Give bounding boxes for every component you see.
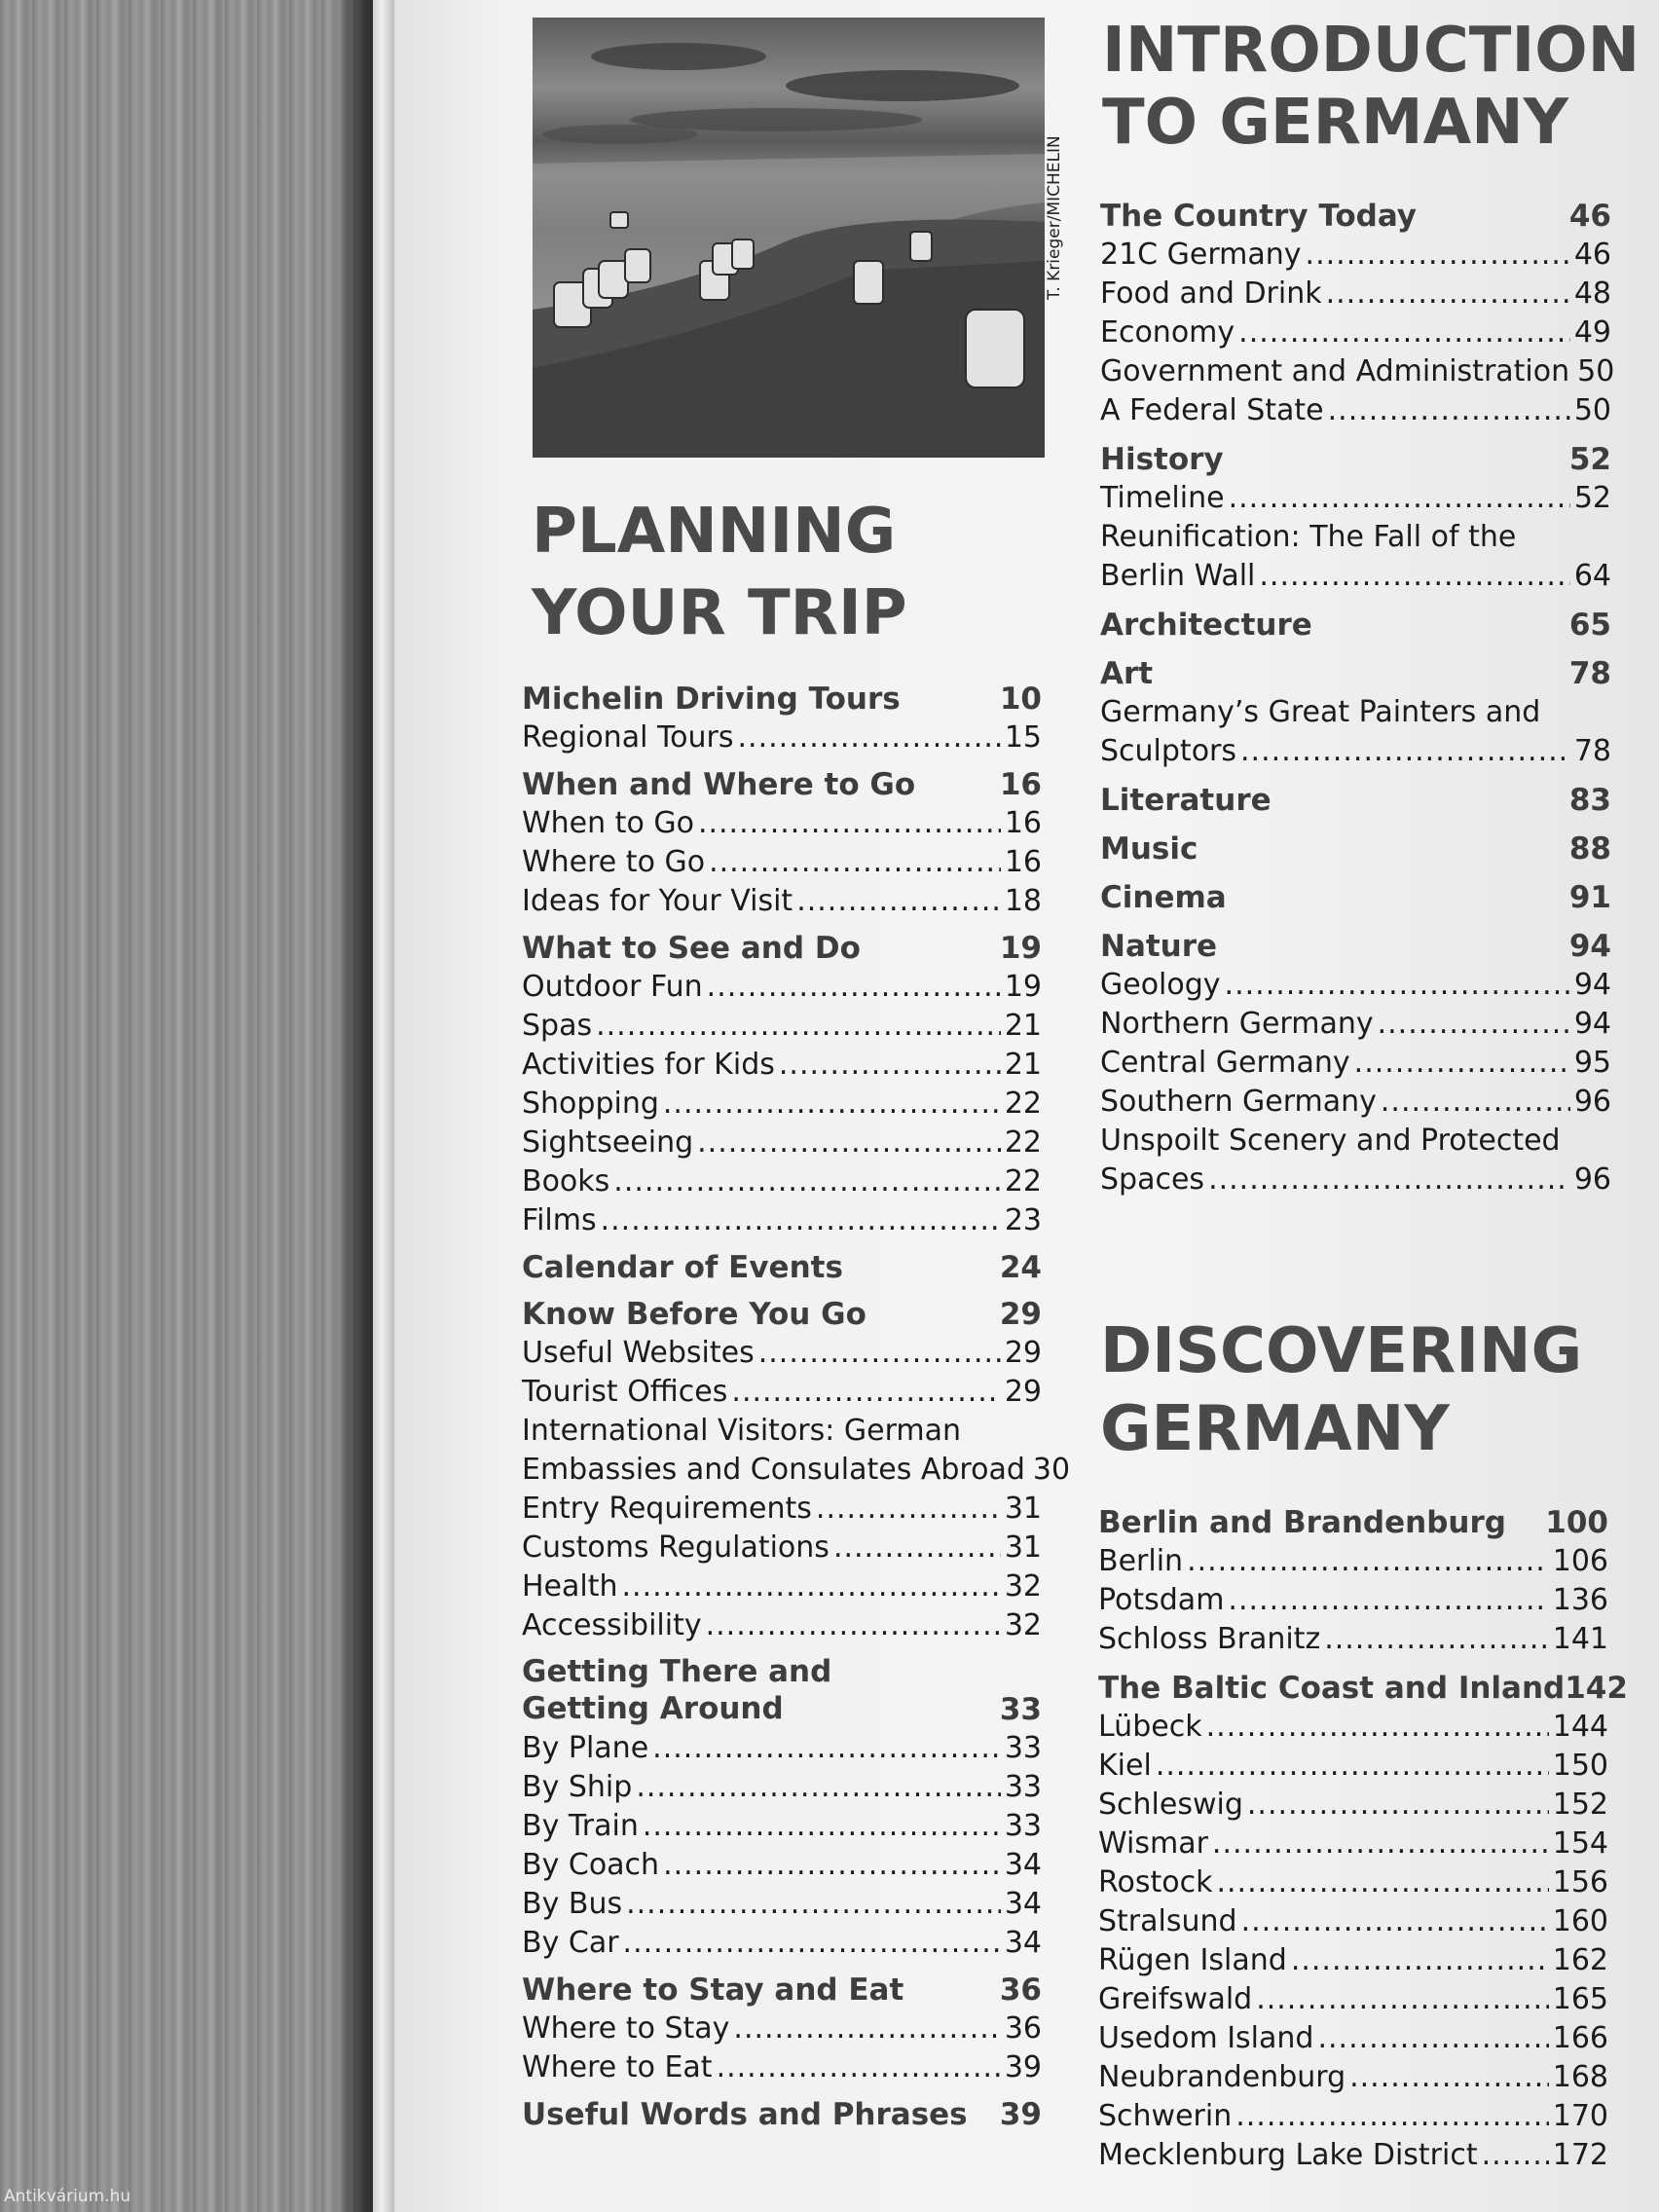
toc-entry-page: 29 [1004, 1336, 1042, 1370]
dot-leader [1187, 1542, 1549, 1581]
dot-leader [733, 2009, 1000, 2048]
section-page-number: 91 [1568, 880, 1611, 915]
section-heading[interactable] [522, 1295, 1042, 1334]
toc-entry-page: 165 [1552, 1982, 1608, 2016]
toc-entry[interactable] [1098, 1786, 1608, 1825]
toc-entry[interactable] [1100, 1005, 1611, 1044]
toc-entry[interactable] [1098, 1825, 1608, 1863]
toc-entry-title: Customs Regulations [522, 1530, 830, 1565]
section-heading[interactable] [522, 1971, 1042, 2009]
toc-entry[interactable] [522, 882, 1042, 921]
dot-leader [697, 1124, 1001, 1162]
toc-entry[interactable] [522, 1334, 1042, 1373]
toc-entry[interactable] [522, 1606, 1042, 1645]
dot-leader [1306, 236, 1570, 275]
toc-entry-title: Usedom Island [1098, 2021, 1314, 2055]
section-heading[interactable]: Getting There and [522, 1654, 832, 1689]
toc-entry[interactable] [1100, 1161, 1611, 1199]
toc-entry[interactable] [1100, 352, 1615, 391]
section-page-number: 19 [999, 931, 1042, 966]
toc-entry-page: 39 [1004, 2050, 1042, 2084]
toc-entry-title: Wismar [1098, 1826, 1208, 1861]
photo-credit: T. Krieger/MICHELIN [1045, 135, 1064, 300]
toc-entry-page: 152 [1552, 1788, 1608, 1822]
section-page-number: 10 [999, 682, 1042, 717]
toc-entry-title: Spaces [1100, 1162, 1205, 1197]
toc-entry-page: 22 [1004, 1125, 1042, 1160]
toc-entry-title: Economy [1100, 315, 1235, 350]
toc-entry-page: 46 [1573, 238, 1611, 272]
toc-entry-title: Rügen Island [1098, 1943, 1287, 1977]
dot-leader [636, 1768, 1001, 1807]
section-heading[interactable] [1100, 927, 1611, 966]
toc-entry-page: 29 [1004, 1375, 1042, 1409]
dot-leader [707, 968, 1001, 1007]
section-title: The Country Today [1100, 199, 1418, 234]
dot-leader [758, 1334, 1001, 1373]
toc-entry[interactable] [1100, 966, 1611, 1005]
dot-leader [596, 1007, 1001, 1046]
dot-leader [1324, 1620, 1549, 1659]
section-title: History [1100, 442, 1224, 477]
toc-entry[interactable] [522, 1007, 1042, 1046]
toc-entry[interactable] [1098, 1980, 1608, 2019]
section-title: Michelin Driving Tours [522, 682, 901, 717]
toc-entry[interactable] [522, 843, 1042, 882]
toc-entry-title: Embassies and Consulates Abroad [522, 1453, 1025, 1487]
toc-entry-page: 36 [1004, 2011, 1042, 2046]
section-heading[interactable] [522, 2095, 1042, 2134]
toc-entry-title: Schleswig [1098, 1788, 1243, 1822]
toc-entry-title: 21C Germany [1100, 238, 1302, 272]
toc-entry[interactable] [1100, 732, 1611, 771]
dot-leader [1247, 1786, 1549, 1825]
toc-entry-title: Government and Administration [1100, 354, 1570, 388]
toc-entry-title: Entry Requirements [522, 1492, 812, 1526]
toc-entry[interactable] [1098, 2097, 1608, 2136]
toc-entry-title: Berlin Wall [1100, 559, 1256, 593]
toc-entry-page: 22 [1004, 1087, 1042, 1121]
toc-entry[interactable] [1098, 1708, 1608, 1747]
toc-entry-page: 136 [1552, 1583, 1608, 1617]
toc-entry-title: Outdoor Fun [522, 970, 703, 1004]
toc-entry-title: Where to Go [522, 845, 706, 879]
discovering-title-line1: DISCOVERING [1100, 1315, 1583, 1387]
section-title: Calendar of Events [522, 1250, 843, 1285]
toc-entry-title: Kiel [1098, 1749, 1152, 1783]
beach-photo [533, 18, 1045, 458]
toc-entry[interactable] [1100, 313, 1611, 352]
toc-entry-page: 16 [1004, 845, 1042, 879]
toc-entry[interactable] [522, 1807, 1042, 1846]
section-title: Architecture [1100, 608, 1312, 643]
dot-leader [731, 1373, 1000, 1412]
toc-entry-title: Geology [1100, 968, 1221, 1002]
section-page-number: 52 [1568, 442, 1611, 477]
toc-entry[interactable] [522, 1451, 1071, 1490]
dot-leader [1378, 1005, 1570, 1044]
toc-entry-title: Useful Websites [522, 1336, 755, 1370]
section-page-number: 94 [1568, 929, 1611, 964]
section-title: Useful Words and Phrases [522, 2097, 968, 2132]
dot-leader [717, 2048, 1001, 2087]
section-page-number: 83 [1568, 783, 1611, 818]
dot-leader [709, 843, 1001, 882]
toc-entry-page: 15 [1004, 720, 1042, 755]
toc-entry-title: Books [522, 1164, 610, 1198]
dot-leader [663, 1085, 1001, 1124]
section-page-number: 39 [999, 2097, 1042, 2132]
toc-entry[interactable] [1098, 1542, 1608, 1581]
beach-chairs-illustration [533, 18, 1045, 458]
toc-entry[interactable] [522, 1729, 1042, 1768]
toc-entry-title: By Coach [522, 1848, 660, 1882]
section-page-number: 36 [999, 1972, 1042, 2008]
toc-entry-title: Health [522, 1569, 618, 1604]
introduction-title-line1: INTRODUCTION [1102, 15, 1641, 87]
toc-entry-page: 34 [1004, 1848, 1042, 1882]
dot-leader [622, 1567, 1001, 1606]
toc-entry[interactable] [1098, 2058, 1608, 2097]
toc-entry-title: Berlin [1098, 1544, 1184, 1578]
toc-entry-page: 162 [1552, 1943, 1608, 1977]
toc-entry[interactable] [522, 968, 1042, 1007]
toc-entry-title: Northern Germany [1100, 1007, 1374, 1041]
toc-entry[interactable] [1098, 1747, 1608, 1786]
dot-leader [1206, 1708, 1549, 1747]
toc-entry-page: 96 [1573, 1085, 1611, 1119]
toc-entry-page: 78 [1573, 734, 1611, 768]
section-title: Literature [1100, 783, 1272, 818]
toc-entry-page: 31 [1004, 1530, 1042, 1565]
toc-entry-page: 172 [1552, 2138, 1608, 2172]
book-page-edges [373, 0, 394, 2212]
toc-entry-title: Schloss Branitz [1098, 1622, 1321, 1656]
dot-leader [1326, 275, 1570, 313]
toc-entry-page: 21 [1004, 1048, 1042, 1082]
dot-leader [706, 1606, 1001, 1645]
toc-entry-title: By Bus [522, 1887, 623, 1921]
toc-entry-page: 48 [1573, 276, 1611, 311]
section-page-number: 142 [1565, 1671, 1628, 1706]
toc-entry-page: 141 [1552, 1622, 1608, 1656]
toc-entry-title: Southern Germany [1100, 1085, 1377, 1119]
toc-entry-page: 49 [1573, 315, 1611, 350]
toc-entry-page: 32 [1004, 1608, 1042, 1642]
toc-entry-page: 170 [1552, 2099, 1608, 2133]
section-title: The Baltic Coast and Inland [1098, 1671, 1566, 1706]
toc-entry[interactable] [1100, 1083, 1611, 1122]
section-page-number: 100 [1545, 1505, 1608, 1540]
toc-entry[interactable] [522, 1373, 1042, 1412]
toc-entry[interactable] [1098, 2136, 1608, 2175]
section-title: Know Before You Go [522, 1297, 866, 1332]
toc-entry-page: 30 [1032, 1453, 1071, 1487]
toc-entry[interactable] [522, 1567, 1042, 1606]
section-page-number: 24 [999, 1250, 1042, 1285]
dot-leader [1328, 391, 1570, 430]
section-title: When and Where to Go [522, 767, 916, 802]
toc-entry-page: 52 [1573, 481, 1611, 515]
dot-leader [1240, 732, 1570, 771]
toc-entry-page: 33 [1004, 1770, 1042, 1804]
dot-leader [1241, 1902, 1549, 1941]
toc-entry-title: By Plane [522, 1731, 649, 1765]
toc-entry-page: 21 [1004, 1009, 1042, 1043]
dot-leader [1256, 1980, 1549, 2019]
toc-entry-title: Sightseeing [522, 1125, 694, 1160]
dot-leader [779, 1046, 1001, 1085]
toc-entry-title: When to Go [522, 806, 694, 840]
toc-entry-page: 106 [1552, 1544, 1608, 1578]
toc-entry[interactable] [1100, 275, 1611, 313]
toc-entry[interactable] [522, 1768, 1042, 1807]
toc-entry-page: 64 [1573, 559, 1611, 593]
toc-entry-title: Stralsund [1098, 1904, 1237, 1938]
toc-entry-title: Greifswald [1098, 1982, 1253, 2016]
toc-entry-page: 94 [1573, 1007, 1611, 1041]
dot-leader [1208, 1161, 1570, 1199]
dot-leader [1317, 2019, 1548, 2058]
toc-entry-title: Where to Eat [522, 2050, 713, 2084]
toc-entry[interactable] [1100, 1044, 1611, 1083]
toc-entry-page: 96 [1573, 1162, 1611, 1197]
toc-entry-title: Films [522, 1203, 597, 1237]
dot-leader [613, 1162, 1001, 1201]
toc-entry-line[interactable]: Reunification: The Fall of the [1100, 520, 1517, 554]
section-title: Where to Stay and Eat [522, 1972, 904, 2008]
dot-leader [1238, 313, 1570, 352]
section-page-number: 78 [1568, 656, 1611, 691]
toc-entry-title: Tourist Offices [522, 1375, 728, 1409]
section-heading[interactable] [1098, 1669, 1628, 1708]
toc-entry[interactable] [522, 1085, 1042, 1124]
dot-leader [1216, 1863, 1548, 1902]
section-heading[interactable] [1100, 197, 1611, 236]
toc-entry-line[interactable]: International Visitors: German [522, 1414, 962, 1448]
toc-entry-page: 160 [1552, 1904, 1608, 1938]
toc-entry-title: Rostock [1098, 1865, 1213, 1899]
dot-leader [626, 1885, 1001, 1924]
toc-entry[interactable] [522, 1924, 1042, 1963]
toc-entry-title: Where to Stay [522, 2011, 730, 2046]
toc-entry-page: 16 [1004, 806, 1042, 840]
section-page-number: 46 [1568, 199, 1611, 234]
section-title: What to See and Do [522, 931, 861, 966]
section-heading[interactable] [522, 765, 1042, 804]
section-page-number: 88 [1568, 831, 1611, 866]
toc-entry[interactable] [1098, 1863, 1608, 1902]
toc-entry[interactable] [1098, 2019, 1608, 2058]
toc-entry-page: 34 [1004, 1926, 1042, 1960]
dot-leader [1259, 557, 1569, 596]
toc-entry-page: 18 [1004, 884, 1042, 918]
dot-leader [796, 882, 1001, 921]
introduction-title-line2: TO GERMANY [1102, 87, 1568, 159]
dot-leader [623, 1924, 1001, 1963]
section-title: Art [1100, 656, 1154, 691]
toc-entry[interactable] [522, 1201, 1042, 1240]
toc-entry-title: A Federal State [1100, 393, 1324, 427]
toc-entry-page: 144 [1552, 1710, 1608, 1744]
toc-entry-title: Mecklenburg Lake District [1098, 2138, 1478, 2172]
toc-entry-title: Schwerin [1098, 2099, 1233, 2133]
section-heading[interactable] [1100, 878, 1611, 917]
section-heading[interactable]: Getting Around [522, 1691, 784, 1726]
toc-entry[interactable] [1100, 391, 1611, 430]
planning-title-line2: YOUR TRIP [532, 577, 907, 649]
dot-leader [643, 1807, 1001, 1846]
toc-entry-title: Activities for Kids [522, 1048, 775, 1082]
section-heading[interactable] [1100, 781, 1611, 820]
section-heading[interactable] [522, 680, 1042, 719]
toc-entry-title: Lübeck [1098, 1710, 1202, 1744]
section-title: Berlin and Brandenburg [1098, 1505, 1506, 1540]
toc-entry-title: Regional Tours [522, 720, 734, 755]
section-title: Music [1100, 831, 1198, 866]
toc-entry[interactable] [522, 2048, 1042, 2087]
toc-entry-title: Ideas for Your Visit [522, 884, 793, 918]
section-heading[interactable] [1100, 606, 1611, 645]
toc-entry-page: 150 [1552, 1749, 1608, 1783]
dot-leader [1229, 479, 1570, 518]
toc-entry-page: 19 [1004, 970, 1042, 1004]
toc-entry-line[interactable]: Unspoilt Scenery and Protected [1100, 1124, 1561, 1158]
toc-entry-title: Neubrandenburg [1098, 2060, 1346, 2094]
toc-entry-page: 22 [1004, 1164, 1042, 1198]
toc-entry-page: 94 [1573, 968, 1611, 1002]
toc-entry-page: 95 [1573, 1046, 1611, 1080]
toc-entry-title: By Ship [522, 1770, 633, 1804]
toc-entry[interactable] [522, 1885, 1042, 1924]
toc-entry-title: Timeline [1100, 481, 1225, 515]
toc-entry-title: Spas [522, 1009, 593, 1043]
section-heading[interactable] [1098, 1503, 1608, 1542]
section-heading[interactable] [522, 929, 1042, 968]
dot-leader [816, 1490, 1001, 1529]
dot-leader [1291, 1941, 1549, 1980]
toc-entry[interactable] [1098, 1581, 1608, 1620]
toc-entry-title: Food and Drink [1100, 276, 1322, 311]
toc-entry[interactable] [1100, 557, 1611, 596]
watermark: Antikvárium.hu [4, 2187, 131, 2206]
dot-leader [1228, 1581, 1548, 1620]
toc-entry-page: 32 [1004, 1569, 1042, 1604]
dot-leader [738, 719, 1001, 757]
toc-entry-page: 166 [1552, 2021, 1608, 2055]
toc-entry-page: 154 [1552, 1826, 1608, 1861]
toc-entry[interactable] [522, 1162, 1042, 1201]
toc-entry-line[interactable]: Germany’s Great Painters and [1100, 695, 1541, 729]
toc-entry[interactable] [522, 1490, 1042, 1529]
dot-leader [1381, 1083, 1570, 1122]
toc-entry[interactable] [1100, 236, 1611, 275]
toc-entry-title: Potsdam [1098, 1583, 1225, 1617]
toc-entry-page: 31 [1004, 1492, 1042, 1526]
toc-entry[interactable] [1098, 1902, 1608, 1941]
toc-entry-title: Sculptors [1100, 734, 1237, 768]
dot-leader [1225, 966, 1570, 1005]
toc-entry-title: Accessibility [522, 1608, 702, 1642]
toc-entry-title: Central Germany [1100, 1046, 1350, 1080]
toc-entry-page: 33 [1004, 1809, 1042, 1843]
section-heading[interactable] [1100, 440, 1611, 479]
dot-leader [1212, 1825, 1549, 1863]
toc-entry[interactable] [1098, 1941, 1608, 1980]
section-page-number: 65 [1568, 608, 1611, 643]
toc-entry-page: 34 [1004, 1887, 1042, 1921]
section-page-number: 29 [999, 1297, 1042, 1332]
toc-entry-page: 168 [1552, 2060, 1608, 2094]
dot-leader [698, 804, 1001, 843]
toc-entry-title: By Car [522, 1926, 619, 1960]
toc-entry-page: 156 [1552, 1865, 1608, 1899]
discovering-title-line2: GERMANY [1100, 1393, 1450, 1465]
section-page-number: 33 [999, 1692, 1042, 1727]
planning-title-line1: PLANNING [532, 496, 897, 568]
section-title: Cinema [1100, 880, 1227, 915]
section-heading[interactable] [1100, 830, 1611, 868]
toc-entry[interactable] [1098, 1620, 1608, 1659]
toc-entry[interactable] [522, 1529, 1042, 1567]
toc-entry[interactable] [522, 1046, 1042, 1085]
dot-leader [1156, 1747, 1549, 1786]
toc-entry[interactable] [522, 2009, 1042, 2048]
dot-leader [1354, 1044, 1570, 1083]
dot-leader [833, 1529, 1001, 1567]
dot-leader [1235, 2097, 1549, 2136]
section-page-number: 16 [999, 767, 1042, 802]
section-title: Nature [1100, 929, 1218, 964]
dot-leader [1482, 2136, 1549, 2175]
toc-entry[interactable] [522, 719, 1042, 757]
toc-entry[interactable] [522, 1124, 1042, 1162]
toc-entry-page: 50 [1573, 393, 1611, 427]
toc-entry-page: 50 [1577, 354, 1615, 388]
section-heading[interactable] [522, 1248, 1042, 1287]
dot-leader [1349, 2058, 1549, 2097]
section-heading[interactable] [1100, 654, 1611, 693]
toc-entry-title: Shopping [522, 1087, 659, 1121]
toc-entry[interactable] [1100, 479, 1611, 518]
toc-entry[interactable] [522, 1846, 1042, 1885]
dot-leader [652, 1729, 1001, 1768]
toc-entry-page: 33 [1004, 1731, 1042, 1765]
wooden-table-background [0, 0, 362, 2212]
toc-entry-page: 23 [1004, 1203, 1042, 1237]
dot-leader [601, 1201, 1001, 1240]
dot-leader [663, 1846, 1001, 1885]
toc-entry-title: By Train [522, 1809, 639, 1843]
toc-entry[interactable] [522, 804, 1042, 843]
